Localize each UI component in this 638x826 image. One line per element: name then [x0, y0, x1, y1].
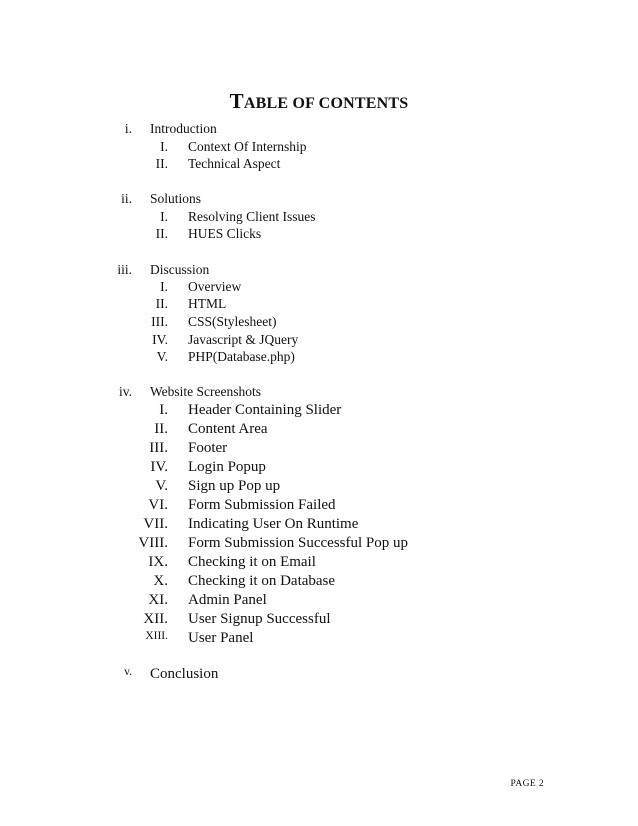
item-number: III. — [149, 440, 168, 456]
section-label: Discussion — [150, 262, 210, 277]
item-number: XI. — [148, 592, 168, 608]
item-label: PHP(Database.php) — [188, 349, 295, 364]
item-number: IV. — [150, 459, 168, 475]
item-label: Content Area — [188, 421, 268, 437]
toc-item — [0, 314, 638, 334]
item-label: Checking it on Email — [188, 554, 316, 570]
section-label: Solutions — [150, 191, 202, 206]
item-label: Login Popup — [188, 459, 266, 475]
item-number: V. — [156, 349, 168, 364]
item-number: I. — [160, 209, 168, 224]
item-label: Checking it on Database — [188, 573, 336, 589]
item-label: User Signup Successful — [188, 611, 331, 627]
item-number: VII. — [143, 516, 168, 532]
item-number: IX. — [148, 554, 168, 570]
title-first-letter: T — [229, 89, 244, 113]
toc-item — [0, 156, 638, 176]
item-number: II. — [154, 421, 168, 437]
item-number: VI. — [148, 497, 168, 513]
item-number: III. — [151, 314, 168, 329]
toc-section — [0, 666, 638, 686]
item-number: I. — [160, 279, 168, 294]
toc-item — [0, 421, 638, 441]
section-number: iv. — [119, 384, 132, 399]
item-label: Sign up Pop up — [188, 478, 281, 494]
page-title — [0, 89, 638, 114]
item-label: Admin Panel — [188, 592, 267, 608]
toc-item — [0, 402, 638, 422]
item-number: I. — [160, 139, 168, 154]
toc-item — [0, 440, 638, 460]
toc-section — [0, 191, 638, 211]
item-label: Resolving Client Issues — [188, 209, 316, 224]
item-number: X. — [153, 573, 168, 589]
toc-item — [0, 478, 638, 498]
section-label: Introduction — [150, 121, 217, 136]
item-number: XIII. — [145, 630, 168, 642]
item-number: II. — [155, 226, 168, 241]
toc-item — [0, 226, 638, 246]
item-label: CSS(Stylesheet) — [188, 314, 277, 329]
toc-item — [0, 573, 638, 593]
item-label: User Panel — [188, 630, 254, 646]
item-label: Overview — [188, 279, 242, 294]
item-number: VIII. — [138, 535, 168, 551]
toc-item — [0, 459, 638, 479]
item-number: XII. — [143, 611, 168, 627]
toc-item — [0, 535, 638, 555]
section-number: i. — [124, 121, 132, 136]
section-label: Website Screenshots — [150, 384, 262, 399]
item-number: II. — [155, 296, 168, 311]
title-rest: ABLE OF CONTENTS — [243, 95, 409, 112]
toc-item — [0, 630, 638, 650]
toc-section — [0, 384, 638, 404]
toc-section — [0, 121, 638, 141]
item-label: Context Of Internship — [188, 139, 307, 154]
item-label: Form Submission Failed — [188, 497, 336, 513]
item-label: Javascript & JQuery — [188, 332, 299, 347]
item-label: Footer — [188, 440, 228, 456]
item-label: HUES Clicks — [188, 226, 262, 241]
toc-item — [0, 349, 638, 369]
item-label: Header Containing Slider — [188, 402, 342, 418]
toc-item — [0, 592, 638, 612]
toc-item — [0, 554, 638, 574]
toc-item — [0, 516, 638, 536]
toc-item — [0, 611, 638, 631]
item-number: II. — [155, 156, 168, 171]
item-number: V. — [155, 478, 168, 494]
item-number: I. — [159, 402, 168, 418]
item-number: IV. — [152, 332, 168, 347]
item-label: Indicating User On Runtime — [188, 516, 359, 532]
section-label: Conclusion — [150, 666, 219, 682]
toc-item — [0, 296, 638, 316]
page-number: PAGE 2 — [510, 779, 544, 789]
item-label: Technical Aspect — [188, 156, 281, 171]
item-label: Form Submission Successful Pop up — [188, 535, 409, 551]
section-number: iii. — [117, 262, 132, 277]
item-label: HTML — [188, 296, 227, 311]
toc-item — [0, 497, 638, 517]
section-number: v. — [124, 666, 132, 678]
section-number: ii. — [121, 191, 132, 206]
